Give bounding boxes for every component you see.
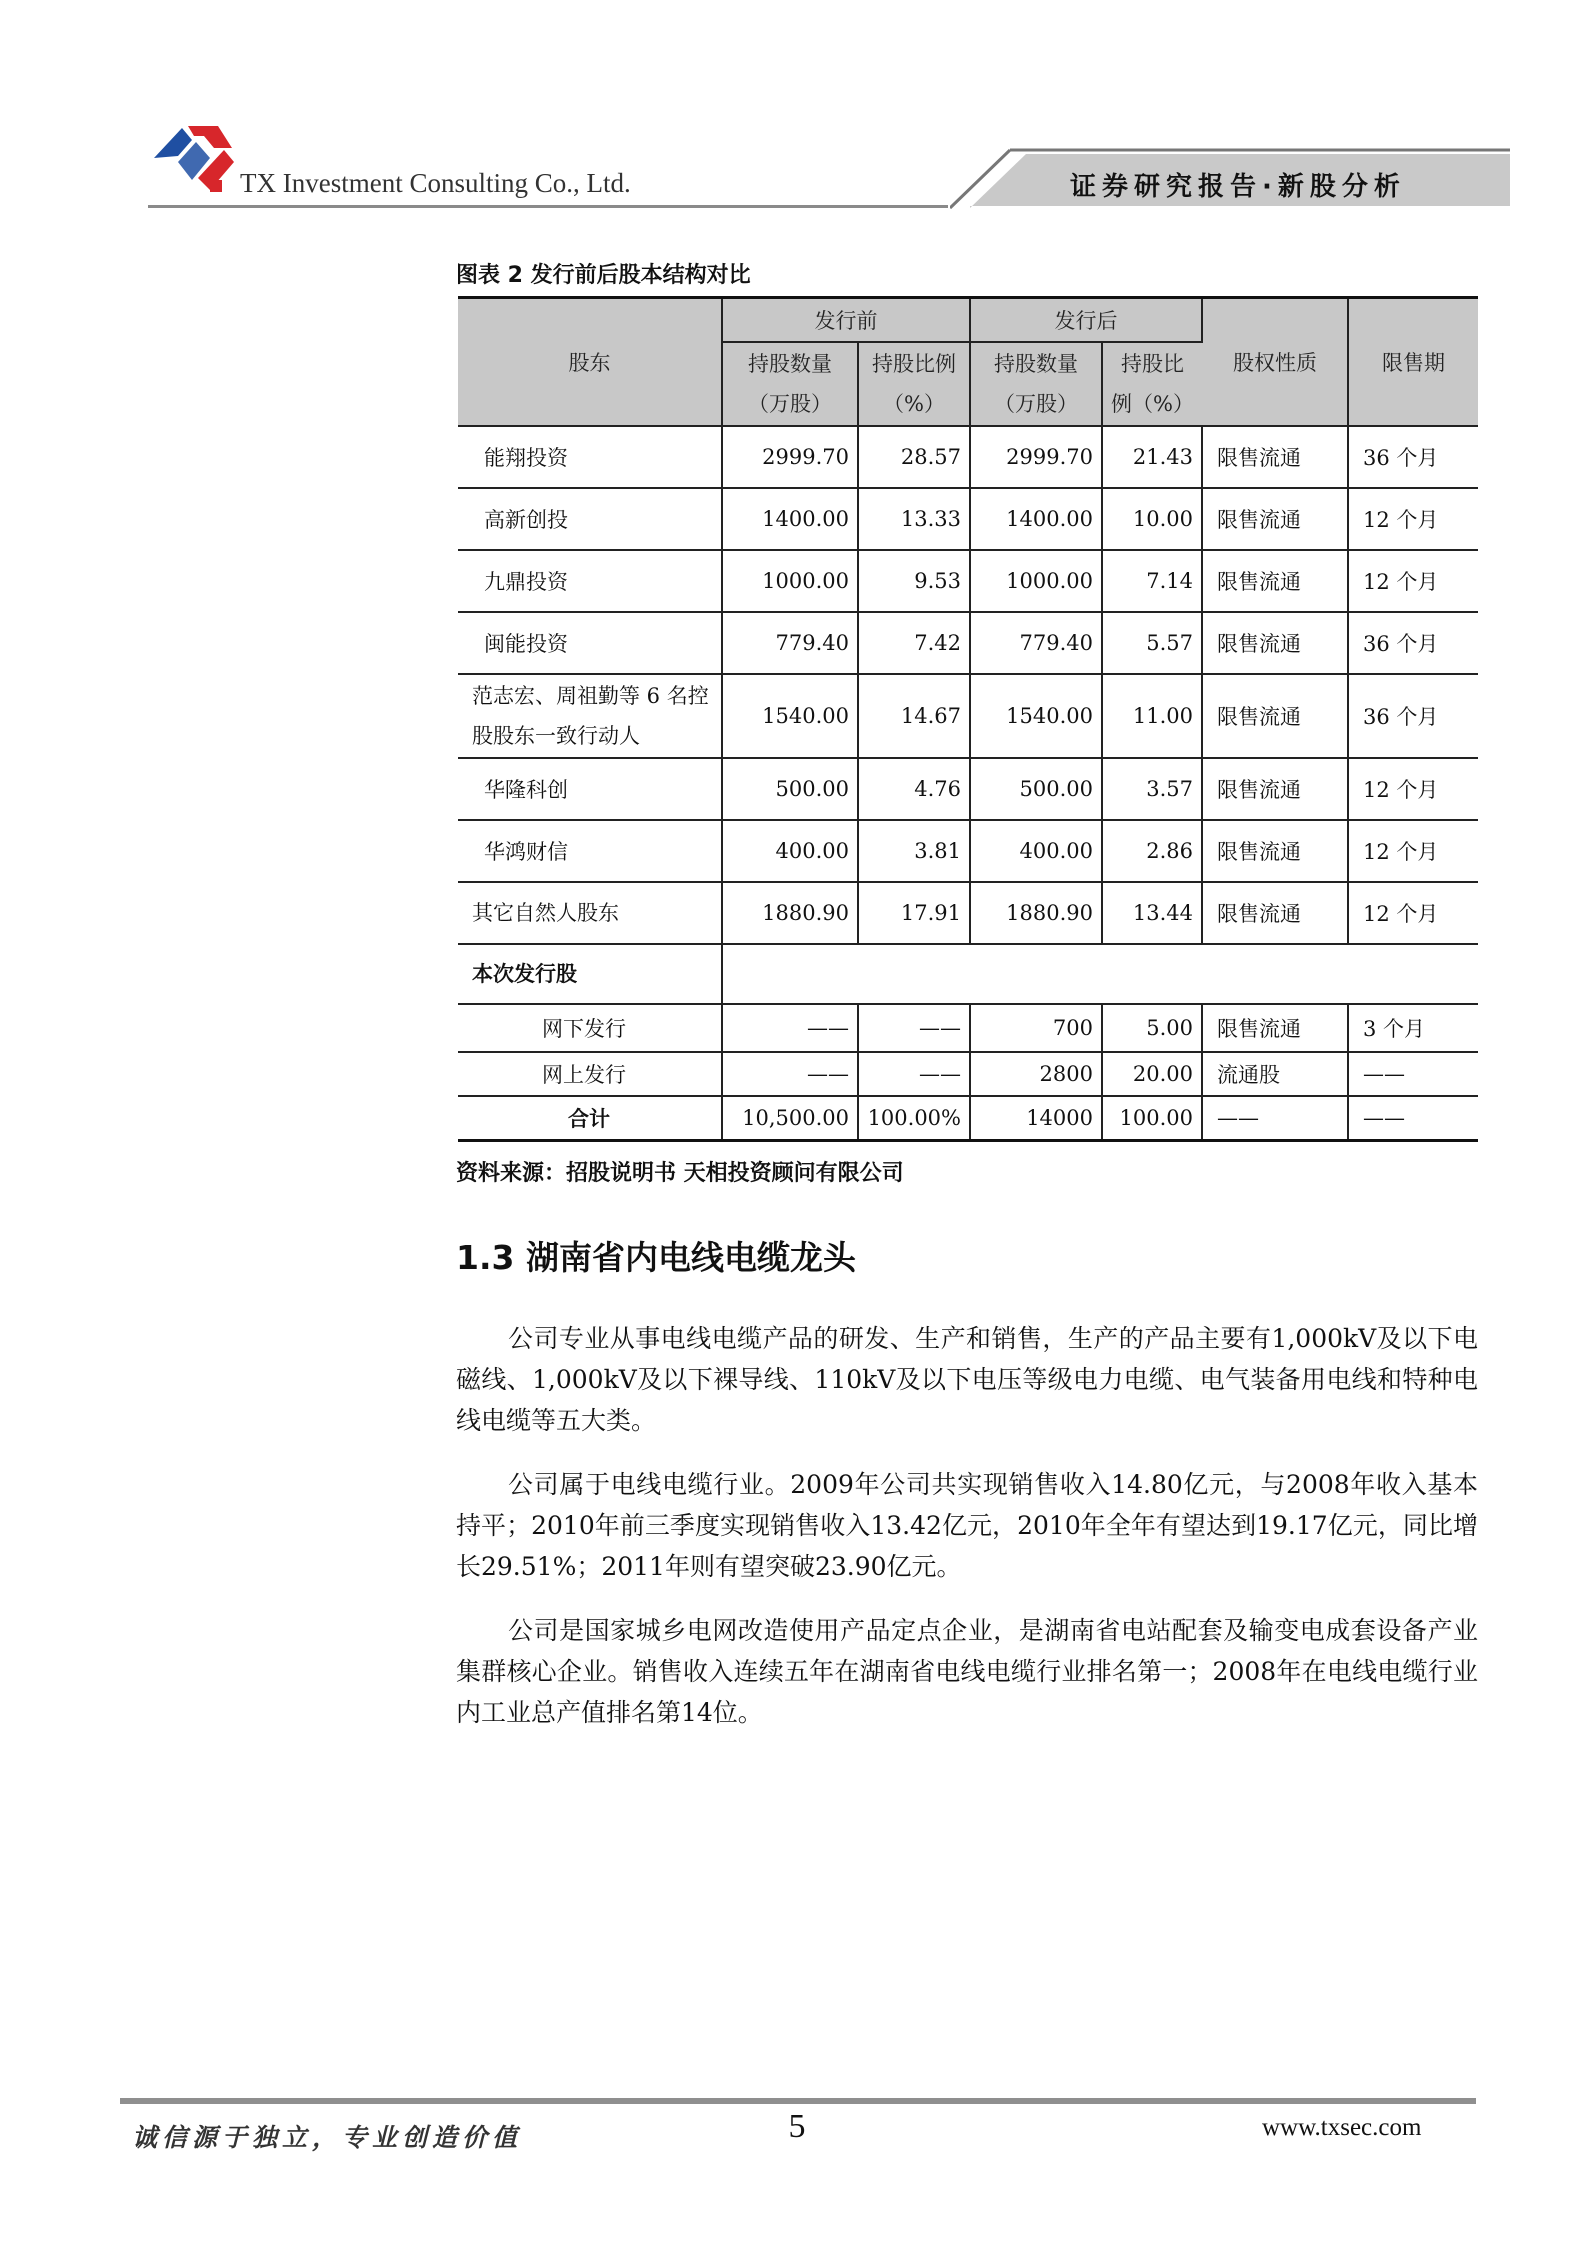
table-section-row: [458, 944, 1478, 1004]
cell-after-shares: 779.40: [970, 612, 1102, 674]
cell-after-ratio: 5.57: [1102, 612, 1202, 674]
cell-after-shares: 500.00: [970, 758, 1102, 820]
cell-name: 其它自然人股东: [458, 882, 722, 944]
cell-before-shares: ——: [722, 1004, 858, 1052]
cell-before-ratio: 28.57: [858, 426, 970, 488]
cell-after-shares: 1880.90: [970, 882, 1102, 944]
table-row: [458, 674, 1478, 758]
cell-nature: ——: [1202, 1096, 1348, 1141]
cell-before-ratio: 17.91: [858, 882, 970, 944]
cell-before-shares: 1400.00: [722, 488, 858, 550]
section-issue-label: 本次发行股: [458, 944, 722, 1004]
cell-lockup: 36 个月: [1348, 426, 1478, 488]
cell-before-ratio: 9.53: [858, 550, 970, 612]
header-shareholder: 股东: [458, 298, 722, 427]
cell-name: 九鼎投资: [458, 550, 722, 612]
company-logo-icon: [148, 118, 238, 198]
cell-before-shares: 1000.00: [722, 550, 858, 612]
table-row: [458, 426, 1478, 488]
cell-after-ratio: 20.00: [1102, 1052, 1202, 1096]
cell-lockup: 36 个月: [1348, 674, 1478, 758]
table-row: [458, 550, 1478, 612]
cell-lockup: 36 个月: [1348, 612, 1478, 674]
cell-after-shares: 400.00: [970, 820, 1102, 882]
cell-before-shares: 10,500.00: [722, 1096, 858, 1141]
cell-name: 华隆科创: [458, 758, 722, 820]
cell-after-ratio: 5.00: [1102, 1004, 1202, 1052]
cell-lockup: 12 个月: [1348, 488, 1478, 550]
table-row: [458, 758, 1478, 820]
cell-after-ratio: 2.86: [1102, 820, 1202, 882]
table-row: [458, 612, 1478, 674]
table-caption: 图表 2 发行前后股本结构对比: [456, 263, 751, 288]
cell-nature: 限售流通: [1202, 1004, 1348, 1052]
cell-after-ratio: 100.00: [1102, 1096, 1202, 1141]
cell-before-shares: 2999.70: [722, 426, 858, 488]
cell-before-shares: 400.00: [722, 820, 858, 882]
cell-name: 华鸿财信: [458, 820, 722, 882]
cell-after-shares: 2999.70: [970, 426, 1102, 488]
header-before-ratio: 持股比例（%）: [858, 342, 970, 426]
cell-total-label: 合计: [458, 1096, 722, 1141]
cell-lockup: ——: [1348, 1096, 1478, 1141]
table-source-note: 资料来源：招股说明书 天相投资顾问有限公司: [456, 1161, 904, 1186]
cell-after-shares: 2800: [970, 1052, 1102, 1096]
section-blank-cell: [722, 944, 1478, 1004]
cell-before-ratio: 14.67: [858, 674, 970, 758]
cell-after-shares: 1540.00: [970, 674, 1102, 758]
cell-name: 能翔投资: [458, 426, 722, 488]
cell-after-shares: 1400.00: [970, 488, 1102, 550]
cell-before-ratio: 4.76: [858, 758, 970, 820]
cell-nature: 限售流通: [1202, 674, 1348, 758]
cell-lockup: 3 个月: [1348, 1004, 1478, 1052]
section-heading: 1.3 湖南省内电线电缆龙头: [456, 1238, 856, 1277]
cell-before-ratio: 100.00%: [858, 1096, 970, 1141]
cell-before-ratio: 3.81: [858, 820, 970, 882]
body-paragraph: 公司是国家城乡电网改造使用产品定点企业，是湖南省电站配套及输变电成套设备产业集群核心企业。销售收入连续五年在湖南省电线电缆行业排名第一；2008年在电线电缆行业内工业总产值排名第14位。: [456, 1616, 1478, 1727]
footer-rule: [120, 2098, 1476, 2104]
cell-nature: 限售流通: [1202, 882, 1348, 944]
cell-after-ratio: 10.00: [1102, 488, 1202, 550]
header-before: 发行前: [722, 298, 970, 343]
cell-before-ratio: 7.42: [858, 612, 970, 674]
cell-after-ratio: 13.44: [1102, 882, 1202, 944]
cell-name: 网上发行: [458, 1052, 722, 1096]
cell-after-ratio: 11.00: [1102, 674, 1202, 758]
cell-name: 闽能投资: [458, 612, 722, 674]
header-after-shares: 持股数量（万股）: [970, 342, 1102, 426]
header-lockup: 限售期: [1348, 298, 1478, 427]
cell-after-shares: 700: [970, 1004, 1102, 1052]
cell-before-shares: 779.40: [722, 612, 858, 674]
cell-after-ratio: 3.57: [1102, 758, 1202, 820]
table-row: [458, 820, 1478, 882]
cell-nature: 限售流通: [1202, 758, 1348, 820]
footer-slogan: 诚信源于独立，专业创造价值: [132, 2123, 523, 2152]
cell-nature: 流通股: [1202, 1052, 1348, 1096]
company-name: TX Investment Consulting Co., Ltd.: [240, 168, 631, 198]
page-header: [0, 0, 1594, 230]
cell-before-ratio: ——: [858, 1004, 970, 1052]
cell-nature: 限售流通: [1202, 820, 1348, 882]
cell-after-ratio: 7.14: [1102, 550, 1202, 612]
table-row: [458, 1004, 1478, 1052]
cell-nature: 限售流通: [1202, 426, 1348, 488]
report-title: 证券研究报告·新股分析: [1070, 172, 1406, 202]
header-after: 发行后: [970, 298, 1202, 343]
body-paragraph: 公司属于电线电缆行业。2009年公司共实现销售收入14.80亿元，与2008年收入基本持平；2010年前三季度实现销售收入13.42亿元，2010年全年有望达到19.17亿元，同比增长29.51%；2011年则有望突破23.90亿元。: [456, 1470, 1478, 1581]
cell-lockup: 12 个月: [1348, 550, 1478, 612]
cell-lockup: 12 个月: [1348, 758, 1478, 820]
header-nature: 股权性质: [1202, 298, 1348, 427]
cell-name: 高新创投: [458, 488, 722, 550]
cell-before-shares: 1880.90: [722, 882, 858, 944]
cell-nature: 限售流通: [1202, 488, 1348, 550]
cell-after-ratio: 21.43: [1102, 426, 1202, 488]
header-rule: [148, 205, 948, 208]
table-header-row: [458, 298, 1478, 343]
cell-lockup: 12 个月: [1348, 882, 1478, 944]
equity-structure-table: [458, 296, 1478, 1142]
cell-name: 范志宏、周祖勤等 6 名控股股东一致行动人: [458, 674, 722, 758]
table-row: [458, 1052, 1478, 1096]
page-number: 5: [788, 2108, 806, 2145]
cell-after-shares: 14000: [970, 1096, 1102, 1141]
cell-before-shares: ——: [722, 1052, 858, 1096]
cell-before-shares: 1540.00: [722, 674, 858, 758]
table-total-row: [458, 1096, 1478, 1141]
cell-lockup: ——: [1348, 1052, 1478, 1096]
header-after-ratio: 持股比例（%）: [1102, 342, 1202, 426]
cell-before-shares: 500.00: [722, 758, 858, 820]
body-paragraph: 公司专业从事电线电缆产品的研发、生产和销售，生产的产品主要有1,000kV及以下电磁线、1,000kV及以下裸导线、110kV及以下电压等级电力电缆、电气装备用电线和特种电线电缆等五大类。: [456, 1324, 1478, 1435]
cell-before-ratio: 13.33: [858, 488, 970, 550]
cell-name: 网下发行: [458, 1004, 722, 1052]
table-row: [458, 488, 1478, 550]
cell-after-shares: 1000.00: [970, 550, 1102, 612]
cell-lockup: 12 个月: [1348, 820, 1478, 882]
footer-website-link[interactable]: www.txsec.com: [1262, 2114, 1422, 2141]
table-row: [458, 882, 1478, 944]
cell-nature: 限售流通: [1202, 550, 1348, 612]
cell-before-ratio: ——: [858, 1052, 970, 1096]
cell-nature: 限售流通: [1202, 612, 1348, 674]
header-before-shares: 持股数量（万股）: [722, 342, 858, 426]
